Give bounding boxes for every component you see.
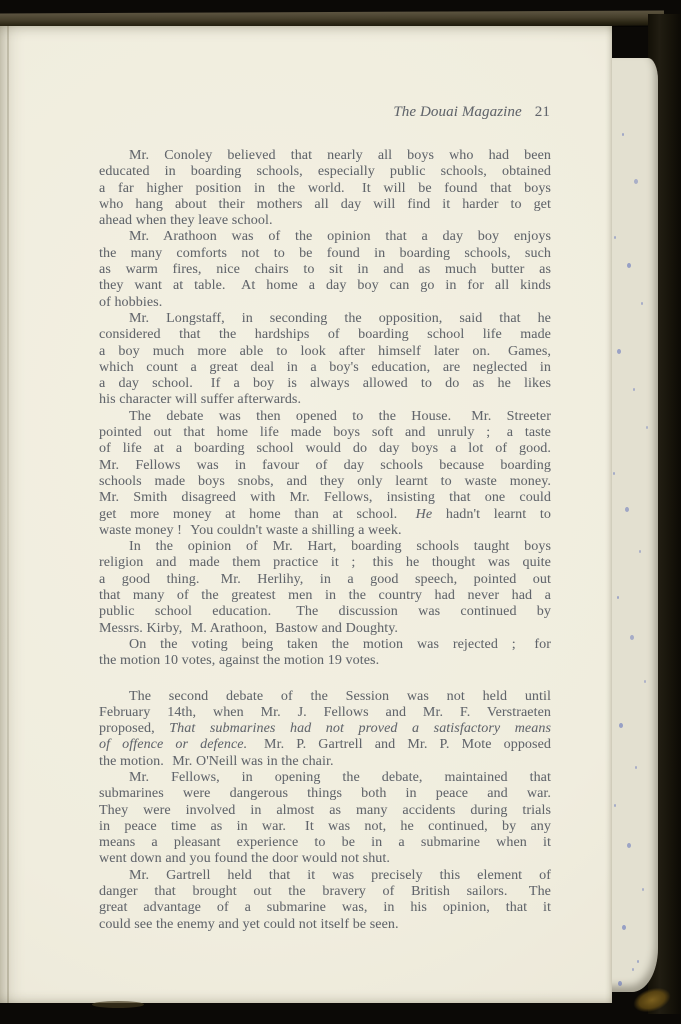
text-line: ahead when they leave school. — [99, 213, 273, 229]
text-line: educated in boarding schools, especially public schools, obtained — [99, 164, 551, 180]
paragraph — [99, 689, 551, 770]
text-line: waste money ! You couldn't waste a shilling a week. — [99, 522, 402, 538]
text-line: in peace time as in war. It was not, he continued, by any — [99, 818, 551, 834]
page-content — [99, 104, 551, 933]
text-line: of hobbies. — [99, 294, 163, 310]
text-line: pointed out that home life made boys soft and unruly ; a taste — [99, 425, 551, 441]
text-line: On the voting being taken the motion was rejected ; for — [129, 636, 551, 652]
paragraph — [99, 637, 551, 670]
text-line: Messrs. Kirby, M. Arathoon, Bastow and Doughty. — [99, 620, 399, 636]
page-stack-edge — [604, 58, 658, 992]
paragraph — [99, 868, 551, 933]
text-line: The second debate of the Session was not held until — [129, 688, 551, 704]
text-line: who hang about their mothers all day will find it harder to get — [99, 196, 551, 212]
text-line: In the opinion of Mr. Hart, boarding schools taught boys — [129, 539, 551, 555]
text-line: Mr. Fellows was in favour of day schools because boarding — [99, 457, 551, 473]
cover-bottom-smudge — [92, 1001, 144, 1008]
text-line: get more money at home than at school. He hadn't learnt to — [99, 506, 551, 522]
text-line: They were involved in almost as many accidents during trials — [99, 802, 551, 818]
text-line: went down and you found the door would not shut. — [99, 851, 390, 867]
text-line: they want at table. At home a day boy can go in for all kinds — [99, 278, 551, 294]
text-line: his character will suffer afterwards. — [99, 392, 302, 408]
text-line: Mr. Longstaff, in seconding the opposition, said that he — [129, 310, 551, 326]
text-line: danger that brought out the bravery of British sailors. The — [99, 884, 551, 900]
text-line: a good thing. Mr. Herlihy, in a good speech, pointed out — [99, 571, 551, 587]
paragraph — [99, 539, 551, 637]
text-line: the many comforts not to be found in boarding schools, such — [99, 245, 551, 261]
text-line: religion and made them practice it ; this he thought was quite — [99, 555, 551, 571]
text-line: February 14th, when Mr. J. Fellows and Mr. F. Verstraeten — [99, 704, 551, 720]
text-line: a far higher position in the world. It will be found that boys — [99, 180, 551, 196]
text-line: schools made boys snobs, and they only learnt to waste money. — [99, 473, 551, 489]
running-header — [99, 104, 551, 121]
paragraph — [99, 311, 551, 409]
text-line: that many of the greatest men in the country had never had a — [99, 588, 551, 604]
text-line: could see the enemy and yet could not itself be seen. — [99, 916, 399, 932]
text-line: a boy much more able to look after himself later on. Games, — [99, 343, 551, 359]
magazine-title: The Douai Magazine — [393, 104, 522, 120]
marbled-edge-speckles — [604, 58, 658, 992]
text-line: a day school. If a boy is always allowed to do as he likes — [99, 376, 551, 392]
text-line: of offence or defence. Mr. P. Gartrell and Mr. P. Mote opposed — [99, 737, 551, 753]
paragraph — [99, 148, 551, 229]
text-line: considered that the hardships of boarding school life made — [99, 327, 551, 343]
paragraph — [99, 229, 551, 310]
text-line: Mr. Conoley believed that nearly all boys who had been — [129, 148, 551, 163]
text-line: as warm fires, nice chairs to sit in and as much butter as — [99, 262, 551, 278]
text-line: the motion. Mr. O'Neill was in the chair. — [99, 753, 334, 769]
text-line: which count a great deal in a boy's education, are neglected in — [99, 359, 551, 375]
page-number: 21 — [534, 104, 550, 120]
text-line: means a pleasant experience to be in a submarine when it — [99, 835, 551, 851]
text-line: of life at a boarding school would do day boys a lot of good. — [99, 441, 551, 457]
text-line: great advantage of a submarine was, in his opinion, that it — [99, 900, 551, 916]
text-line: public school education. The discussion was continued by — [99, 604, 551, 620]
text-line: The debate was then opened to the House. Mr. Streeter — [129, 408, 551, 424]
text-line: Mr. Gartrell held that it was precisely this element of — [129, 867, 551, 883]
text-line: Mr. Fellows, in opening the debate, maintained that — [129, 769, 551, 785]
page-text — [99, 148, 551, 933]
paragraph — [99, 770, 551, 868]
book-page — [0, 26, 612, 1003]
text-line: proposed, That submarines had not proved a satisfactory means — [99, 721, 551, 737]
paragraph — [99, 409, 551, 539]
text-line: Mr. Arathoon was of the opinion that a day boy enjoys — [129, 229, 551, 245]
text-line: Mr. Smith disagreed with Mr. Fellows, insisting that one could — [99, 490, 551, 506]
text-line: the motion 10 votes, against the motion 19 votes. — [99, 653, 380, 669]
text-line: submarines were dangerous things both in peace and war. — [99, 786, 551, 802]
